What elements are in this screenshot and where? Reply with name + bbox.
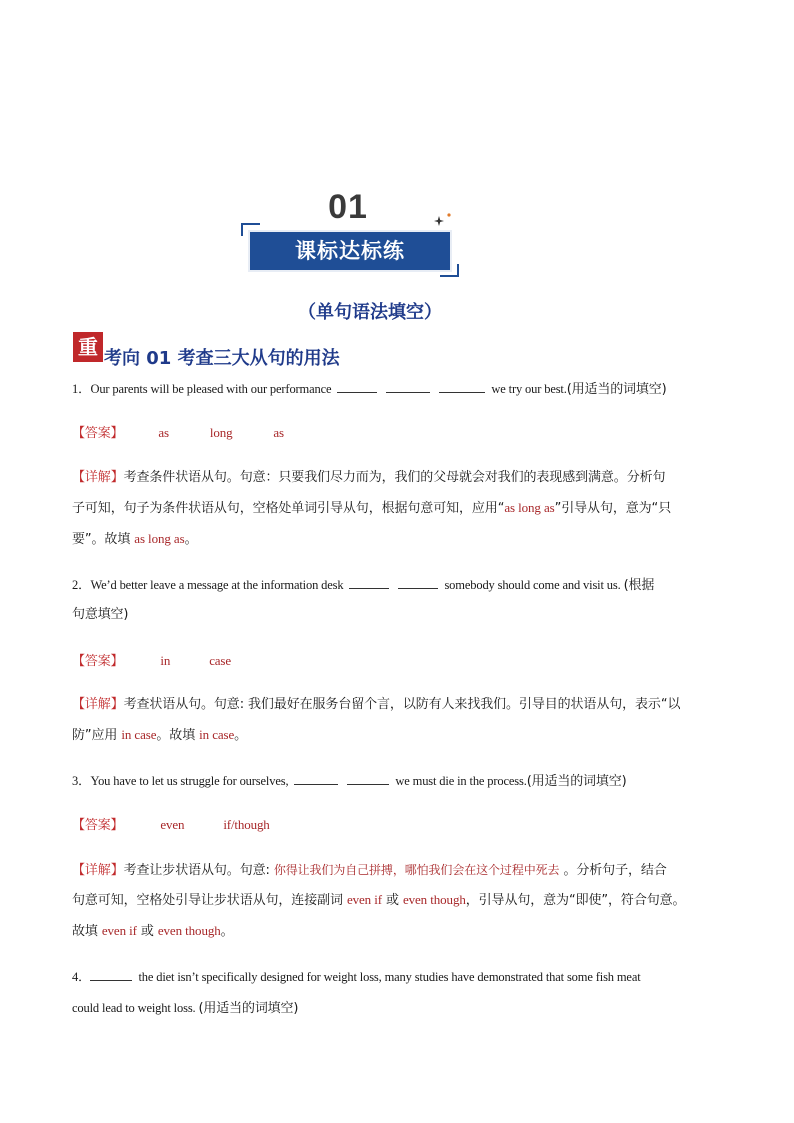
- detail-line: 【详解】考查条件状语从句。句意：只要我们尽力而为，我们的父母就会对我们的表现感到满意。分析句: [72, 470, 666, 485]
- answer-tag: 【答案】: [72, 426, 124, 441]
- question-2-hint: 句意填空): [72, 607, 129, 622]
- detail-line: 故填 even if 或 even though。: [72, 923, 234, 939]
- detail-line: 【详解】考查状语从句。句意: 我们最好在服务台留个言，以防有人来找我们。引导目的状语从句，表示“以: [72, 697, 681, 712]
- answer-blank[interactable]: [349, 576, 389, 589]
- detail-line: 【详解】考查让步状语从句。句意: 你得让我们为自己拼搏，哪怕我们会在这个过程中死去 。分析句子，结合: [72, 863, 667, 878]
- question-4: 4． the diet isn’t specifically designed for weight loss, many studies have demonstrated that some fish meat: [72, 970, 641, 984]
- banner-title: 课标达标练: [295, 239, 405, 263]
- answer-blank[interactable]: [347, 772, 389, 785]
- page-subtitle: （单句语法填空）: [298, 302, 442, 323]
- detail-line: 要”。故填 as long as。: [72, 531, 198, 547]
- answer-row: 【答案】 in case: [72, 653, 231, 669]
- answer-blank[interactable]: [398, 576, 438, 589]
- answer-blank[interactable]: [294, 772, 338, 785]
- detail-tag: 【详解】: [72, 470, 124, 485]
- detail-line: 句意可知，空格处引导让步状语从句，连接副词 even if 或 even though，引导从句，意为“即使”，符合句意。: [72, 892, 686, 908]
- question-3: 3．You have to let us struggle for ourselves, we must die in the process.(用适当的词填空): [72, 774, 627, 789]
- answer-row: 【答案】 even if/though: [72, 817, 270, 833]
- question-number: 4．: [72, 970, 91, 984]
- section-title: 考向 01 考查三大从句的用法: [104, 348, 340, 369]
- detail-tag: 【详解】: [72, 697, 124, 712]
- answer-blank[interactable]: [90, 968, 132, 981]
- question-number: 2．: [72, 578, 91, 592]
- detail-line: 防”应用 in case。故填 in case。: [72, 727, 248, 743]
- answer-tag: 【答案】: [72, 818, 124, 833]
- detail-line: 子可知，句子为条件状语从句，空格处单词引导从句，根据句意可知，应用“as long as”引导从句，意为“只: [72, 500, 672, 516]
- banner-number: 01: [328, 188, 368, 226]
- question-2: 2．We’d better leave a message at the information desk somebody should come and visit us. (根据: [72, 578, 655, 593]
- question-number: 1．: [72, 382, 91, 396]
- detail-tag: 【详解】: [72, 863, 124, 878]
- answer-row: 【答案】 as long as: [72, 425, 284, 441]
- question-1: 1．Our parents will be pleased with our performance we try our best.(用适当的词填空): [72, 382, 667, 397]
- answer-blank[interactable]: [439, 380, 485, 393]
- answer-tag: 【答案】: [72, 654, 124, 669]
- sparkle-icon: [432, 210, 454, 230]
- answer-blank[interactable]: [337, 380, 377, 393]
- question-number: 3．: [72, 774, 91, 788]
- answer-blank[interactable]: [386, 380, 430, 393]
- key-point-badge: 重: [73, 332, 103, 362]
- question-4-cont: could lead to weight loss. (用适当的词填空): [72, 1001, 299, 1016]
